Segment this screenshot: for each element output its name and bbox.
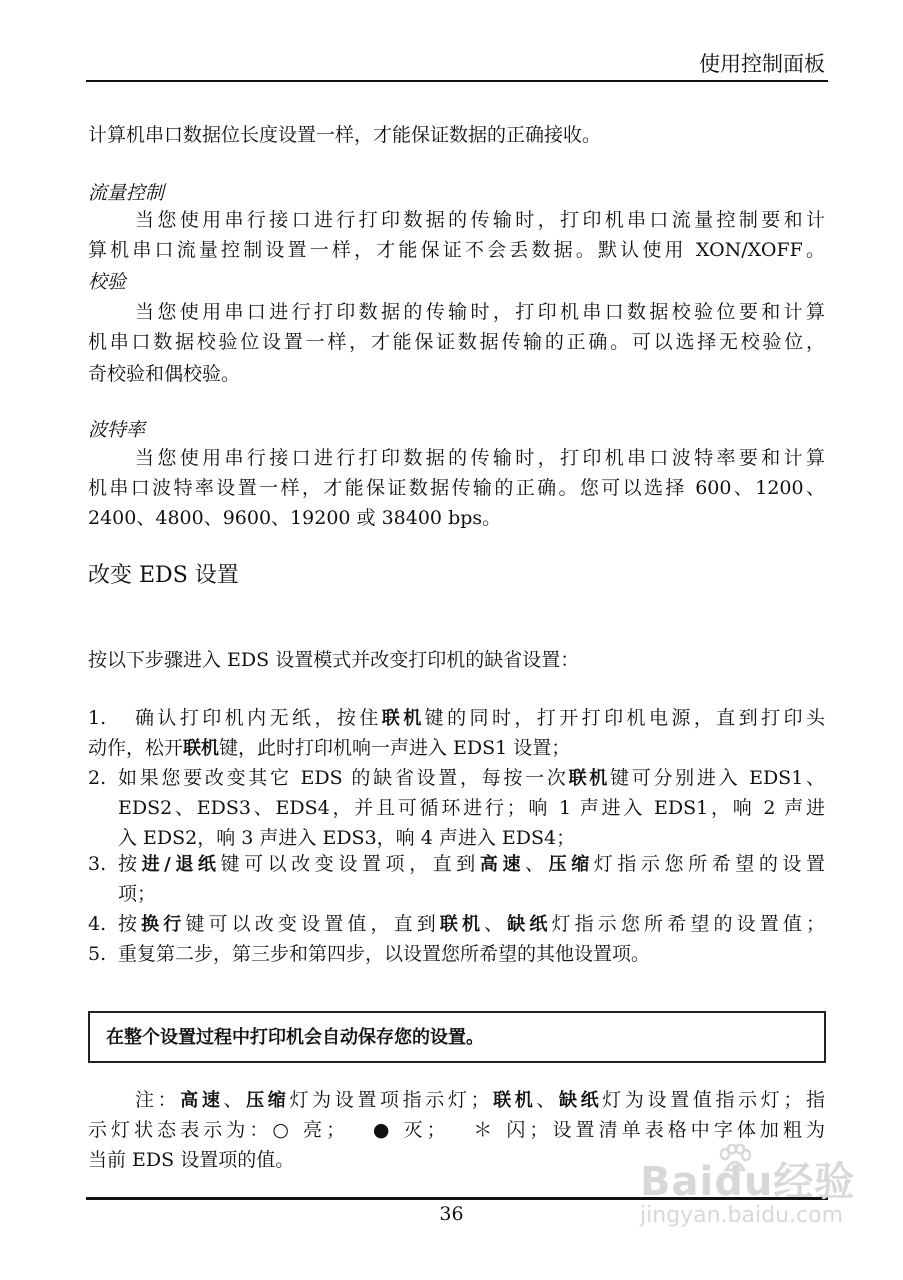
step-line	[88, 735, 570, 762]
text-segment: 重复第二步，第三步和第四步，以设置您所希望的其他设置项。	[118, 943, 651, 965]
text-segment: 当您使用串行接口进行打印数据的传输时，打印机串口波特率要和计算	[135, 447, 825, 469]
text-segment: 入 EDS2，响 3 声进入 EDS3，响 4 声进入 EDS4；	[118, 827, 576, 849]
step-number: 5.	[88, 943, 107, 965]
text-segment: 灯指示您所希望的设置值；	[551, 913, 825, 935]
text-segment: 确认打印机内无纸，按住	[135, 707, 382, 729]
text-segment: 按	[118, 853, 142, 875]
running-header: 使用控制面板	[699, 52, 825, 76]
paragraph-line	[88, 505, 501, 531]
bold-key-term: 联机	[183, 738, 220, 759]
step-line	[118, 765, 825, 792]
heading-flow-control	[88, 180, 164, 206]
text-segment: 如果您要改变其它 EDS 的缺省设置，每按一次	[118, 767, 569, 789]
paw-logo-icon	[718, 1144, 752, 1174]
step-line	[135, 705, 825, 732]
bold-key-term: 联机	[568, 768, 611, 789]
notice-box	[88, 1011, 826, 1063]
step-number: 2.	[88, 767, 107, 789]
page-number: 36	[439, 1203, 464, 1225]
step-line	[118, 795, 825, 821]
notice-text: 在整个设置过程中打印机会自动保存您的设置。	[106, 1027, 484, 1048]
text-segment: 校验	[88, 271, 127, 293]
step-line	[118, 911, 825, 938]
text-segment: 示灯状态表示为：○ 亮； ● 灭； ＊ 闪；设置清单表格中字体加粗为	[88, 1119, 825, 1141]
watermark-brand: Baidu经验	[640, 1159, 856, 1205]
watermark	[640, 1150, 855, 1228]
note-line	[88, 1117, 825, 1143]
text-segment: 灯为设置项指示灯；	[289, 1089, 490, 1111]
step-line	[118, 881, 156, 907]
paragraph-line	[88, 475, 825, 501]
bold-key-term: 联机	[381, 708, 425, 729]
text-segment: 按以下步骤进入 EDS 设置模式并改变打印机的缺省设置：	[88, 649, 580, 671]
bold-key-term: 进/退纸	[141, 854, 221, 875]
text-segment: 奇校验和偶校验。	[88, 363, 241, 385]
step-number: 1.	[88, 707, 107, 729]
step-number: 4.	[88, 913, 107, 935]
header-rule	[86, 80, 828, 82]
text-segment: 当前 EDS 设置项的值。	[88, 1149, 295, 1171]
text-segment: 机串口数据校验位设置一样，才能保证数据传输的正确。可以选择无校验位，	[88, 331, 825, 353]
text-segment: 、	[223, 1089, 247, 1111]
bold-key-term: 联机	[489, 1090, 537, 1111]
text-segment: 键可以改变设置值，直到	[185, 913, 440, 935]
text-segment: 、	[536, 1089, 560, 1111]
step-number: 3.	[88, 853, 107, 875]
text-segment: EDS2、EDS3、EDS4，并且可循环进行；响 1 声进入 EDS1，响 2 声进	[118, 797, 825, 819]
intro-line	[88, 122, 601, 148]
text-segment: 键，此时打印机响一声进入 EDS1 设置；	[219, 737, 571, 759]
text-segment: 、	[484, 913, 508, 935]
note-line	[135, 1087, 825, 1114]
text-segment: 机串口波特率设置一样，才能保证数据传输的正确。您可以选择 600、1200、	[88, 477, 825, 499]
step-line	[118, 851, 825, 878]
paragraph-line	[88, 237, 825, 263]
eds-intro-line	[88, 647, 579, 673]
note-line	[88, 1147, 294, 1173]
text-segment: 键可分别进入 EDS1、	[610, 767, 826, 789]
paragraph-line	[135, 299, 825, 325]
text-segment: 键可以改变设置项，直到	[220, 853, 480, 875]
text-segment: 波特率	[88, 419, 146, 441]
bold-key-term: 联机	[439, 914, 485, 935]
bold-key-term: 压缩	[246, 1090, 290, 1111]
text-segment: 2400、4800、9600、19200 或 38400 bps。	[88, 507, 502, 529]
paragraph-line	[88, 329, 825, 355]
step-line	[118, 825, 575, 851]
text-segment: 灯指示您所希望的设置	[593, 853, 826, 875]
paragraph-line	[135, 207, 825, 233]
text-segment: 注：	[135, 1089, 181, 1111]
text-segment: 算机串口流量控制设置一样，才能保证不会丢数据。默认使用 XON/XOFF。	[88, 239, 825, 261]
step-line	[118, 941, 650, 967]
watermark-url: jingyan.baidu.com	[640, 1203, 844, 1228]
bold-key-term: 缺纸	[559, 1090, 603, 1111]
text-segment: 灯为设置值指示灯；指	[602, 1089, 825, 1111]
text-segment: 当您使用串行接口进行打印数据的传输时，打印机串口流量控制要和计	[135, 209, 825, 231]
bold-key-term: 压缩	[548, 854, 594, 875]
text-segment: 当您使用串口进行打印数据的传输时，打印机串口数据校验位要和计算	[135, 301, 825, 323]
text-segment: 、	[525, 853, 549, 875]
text-segment: 改变 EDS 设置	[88, 563, 239, 588]
heading-baud-rate	[88, 417, 145, 443]
section-title-eds	[88, 563, 239, 589]
text-segment: 动作，松开	[88, 737, 184, 759]
text-segment: 键的同时，打开打印机电源，直到打印头	[424, 707, 825, 729]
text-segment: 计算机串口数据位长度设置一样，才能保证数据的正确接收。	[88, 124, 602, 146]
text-segment: 流量控制	[88, 182, 165, 204]
text-segment: 按	[118, 913, 142, 935]
bold-key-term: 换行	[141, 914, 186, 935]
paragraph-line	[135, 445, 825, 471]
bold-key-term: 缺纸	[507, 914, 552, 935]
text-segment: 项；	[118, 883, 157, 905]
paragraph-line	[88, 361, 240, 387]
bold-key-term: 高速	[180, 1090, 224, 1111]
heading-parity	[88, 269, 126, 295]
bold-key-term: 高速	[479, 854, 526, 875]
